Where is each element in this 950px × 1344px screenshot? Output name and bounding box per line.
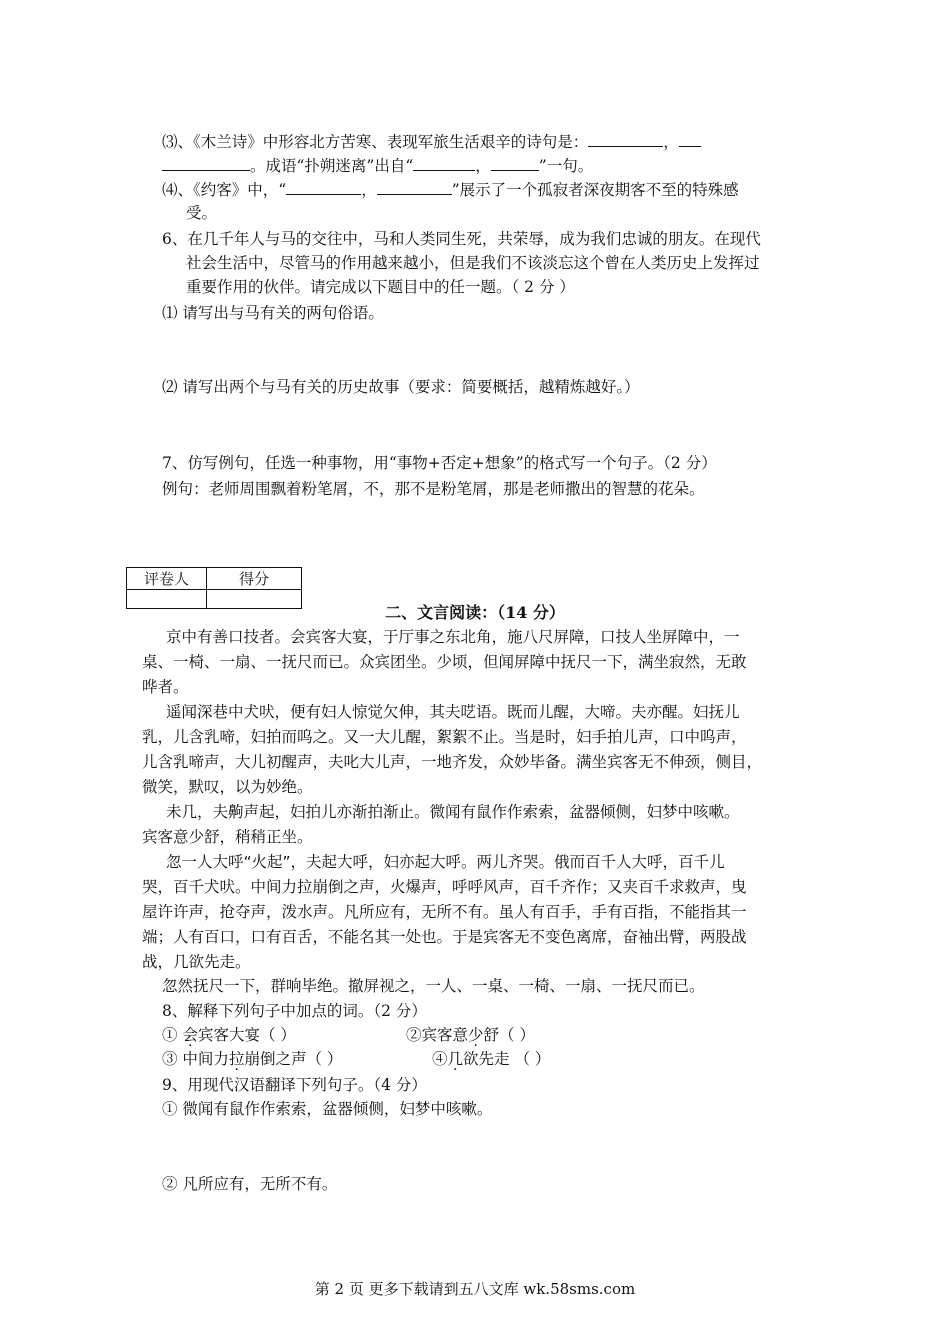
q7-line1: 7、仿写例句，任选一种事物，用“事物+否定+想象”的格式写一个句子。（2 分） (162, 454, 717, 472)
dotted-word: 少 (468, 1026, 484, 1044)
passage-line: 乳，儿含乳啼，妇拍而呜之。又一大儿醒，絮絮不止。当是时，妇手拍儿声，口中呜声， (142, 728, 747, 746)
q3-blank-5[interactable] (491, 154, 539, 171)
passage-line: 哭，百千犬吠。中间力拉崩倒之声，火爆声，呼呼风声，百千齐作；又夹百千求救声，曳 (142, 878, 747, 896)
passage-line: 未几，夫齁声起，妇拍儿亦渐拍渐止。微闻有鼠作作索索，盆器倾侧，妇梦中咳嗽。 (166, 803, 740, 821)
q6-line2: 社会生活中，尽管马的作用越来越小，但是我们不该淡忘这个曾在人类历史上发挥过 (186, 254, 760, 272)
reviewer-label: 评卷人 (127, 568, 207, 590)
passage-line: 京中有善口技者。会宾客大宴，于厅事之东北角，施八尺屏障，口技人坐屏障中，一 (166, 628, 740, 646)
q9-title: 9、用现代汉语翻译下列句子。（4 分） (162, 1076, 427, 1094)
q3-blank-1[interactable] (588, 130, 663, 147)
section-title: 二、文言阅读：（14 分） (385, 603, 565, 622)
passage-line: 微笑，默叹，以为妙绝。 (142, 778, 313, 796)
passage-line: 哗者。 (142, 678, 189, 696)
q3-blank-2[interactable] (679, 130, 701, 147)
passage-line: 宾客意少舒，稍稍正坐。 (142, 828, 313, 846)
q6-sub2: ⑵ 请写出两个与马有关的历史故事（要求：简要概括，越精炼越好。） (162, 378, 640, 396)
dotted-word: 拉 (228, 1050, 245, 1068)
passage-line: 端；人有百口，口有百舌，不能名其一处也。于是宾客无不变色离席，奋袖出臂，两股战 (142, 928, 747, 946)
q8-title: 8、解释下列句子中加点的词。（2 分） (162, 1002, 427, 1020)
passage-line: 战，几欲先走。 (142, 953, 251, 971)
q3-blank-4[interactable] (413, 154, 475, 171)
passage-line: 桌、一椅、一扇、一抚尺而已。众宾团坐。少顷，但闻屏障中抚尺一下，满坐寂然，无敢 (142, 653, 747, 671)
q6-line3: 重要作用的伙伴。请完成以下题目中的任一题。（ 2 分 ） (186, 278, 575, 296)
passage-line: 遥闻深巷中犬吠，便有妇人惊觉欠伸，其夫呓语。既而儿醒，大啼。夫亦醒。妇抚儿 (166, 703, 740, 721)
q3-line1: ⑶、《木兰诗》中形容北方苦寒、表现军旅生活艰辛的诗句是： ， (162, 130, 701, 153)
passage-line: 屋许许声，抢夺声，泼水声。凡所应有，无所不有。虽人有百手，手有百指，不能指其一 (142, 903, 747, 921)
q4-line2: 受。 (186, 204, 218, 222)
q4-blank-2[interactable] (377, 178, 452, 195)
q3-blank-3[interactable] (162, 154, 250, 171)
page-footer: 第 2 页 更多下载请到五八文库 wk.58sms.com (314, 1280, 636, 1298)
q3-line2: 。成语“扑朔迷离”出自“ ， ”一句。 (162, 154, 593, 177)
q8-item-b: ②宾客意少舒（ ） (406, 1026, 535, 1044)
q8-items-row1: ① 会宾客大宴（ ） (162, 1026, 296, 1044)
q6-sub1: ⑴ 请写出与马有关的两句俗语。 (162, 304, 384, 322)
passage-last-line: 忽然抚尺一下，群响毕绝。撤屏视之，一人、一桌、一椅、一扇、一抚尺而已。 (162, 977, 705, 995)
q4-line1: ⑷、《约客》中，“ ， ”展示了一个孤寂者深夜期客不至的特殊感 (162, 178, 739, 201)
passage-line: 忽一人大呼“火起”，夫起大呼，妇亦起大呼。两儿齐哭。俄而百千人大呼，百千儿 (166, 853, 725, 871)
score-label: 得分 (207, 568, 302, 590)
dotted-word: 会 (182, 1026, 198, 1044)
q8-items-row2: ③ 中间力拉崩倒之声（ ） (162, 1050, 343, 1068)
q8-item-d: ④几欲先走 （ ） (432, 1050, 551, 1068)
q7-example: 例句：老师周围飘着粉笔屑，不，那不是粉笔屑，那是老师撒出的智慧的花朵。 (162, 480, 705, 498)
q6-line1: 6、在几千年人与马的交往中，马和人类同生死，共荣辱，成为我们忠诚的朋友。在现代 (162, 230, 761, 248)
q9-sentence-1: ① 微闻有鼠作作索索，盆器倾侧，妇梦中咳嗽。 (162, 1100, 493, 1118)
q4-blank-1[interactable] (286, 178, 361, 195)
passage-line: 儿含乳啼声，大儿初醒声，夫叱大儿声，一地齐发，众妙毕备。满坐宾客无不伸颈，侧目， (142, 753, 763, 771)
dotted-word: 几 (447, 1050, 464, 1068)
q9-sentence-2: ② 凡所应有，无所不有。 (162, 1175, 338, 1193)
